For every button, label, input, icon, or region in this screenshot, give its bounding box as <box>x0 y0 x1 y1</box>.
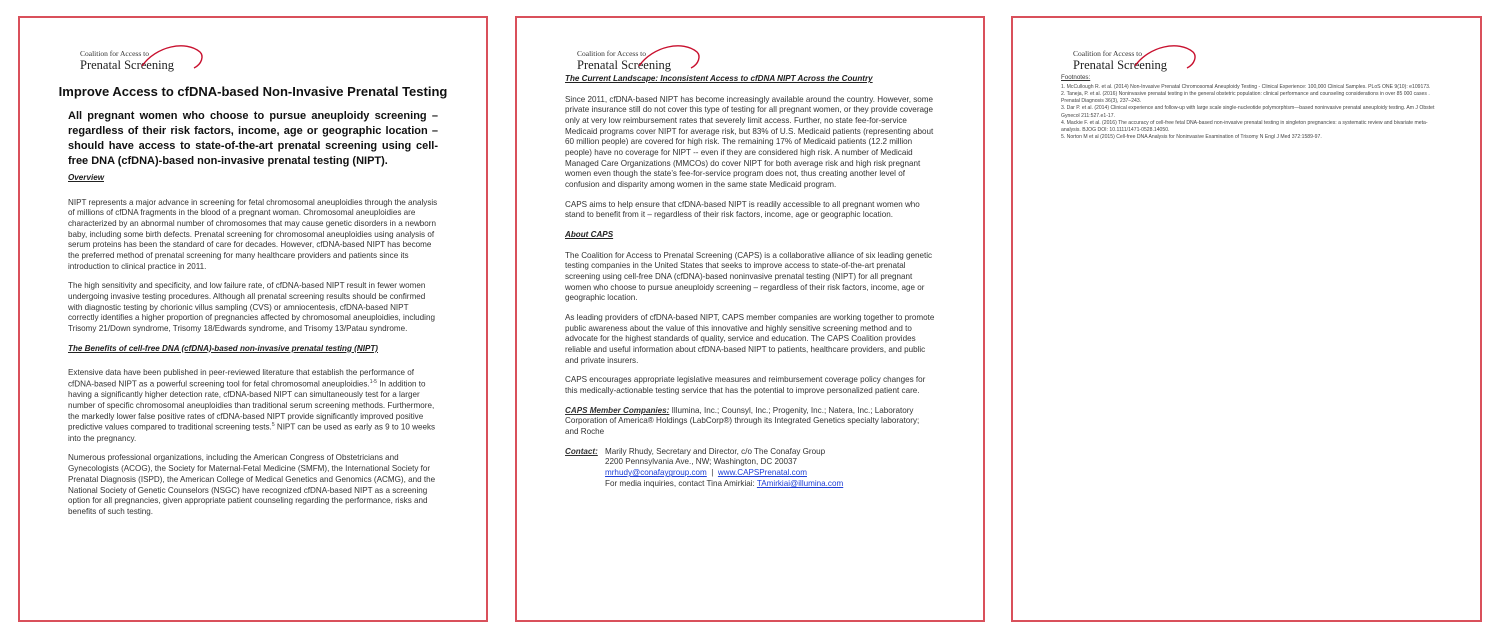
caps-website-link[interactable]: www.CAPSPrenatal.com <box>717 468 807 478</box>
contact-label: Contact: <box>565 446 598 456</box>
overview-paragraph-1: NIPT represents a major advance in screening for fetal chromosomal aneuploidies through the analysis of millions of cfDNA fragments in the blood of a pregnant woman. Chromosomal aneuploidies are characterized by an abnormal number of chromosomes that may cause genetic disorders in a newborn baby, including some birth defects. Prenatal screening for chromosomal aneuploidies using analysis of serum proteins has been the standard of care for decades. However, cfDNA-based NIPT has become the preferred method of prenatal screening for many healthcare providers and patients since its introduction to clinical practice in 2011. <box>68 197 438 271</box>
landscape-paragraph-1: Since 2011, cfDNA-based NIPT has become increasingly available around the country. However, some private insurance still do not cover this type of testing for all pregnant women, or they provide coverage only at very low reimbursement rates that severely limit access. Further, no state fee-for-service Medicaid programs cover NIPT for average risk, but 83% of U.S. Medicaid patients (representing about 60 million people) are covered for high risk. The remaining 17% of Medicaid patients (12.2 million people) have no coverage for NIPT -- even if they are considered high risk. A number of Medicaid Managed Care Organizations (MMCOs) do cover NIPT for both average risk and high risk pregnant women even though the state’s fee-for-service program does not, thus creating another level of confusion and disparity among women in the same state Medicaid program. <box>565 94 934 190</box>
media-text: For media inquiries, contact Tina Amirkiai: <box>605 478 757 488</box>
about-paragraph-2: As leading providers of cfDNA-based NIPT, CAPS member companies are working together to promote public awareness about the value of this innovative and highly sensitive screening method and to advocate for the highest standards of quality, service and education. The CAPS Coalition provides reliable and useful information about cfDNA-based NIPT to patients, healthcare providers, and public and private insurers. <box>565 313 935 365</box>
contact-line-1: Marily Rhudy, Secretary and Director, c/o The Conafay Group <box>605 446 826 456</box>
footnote-item: 5. Norton M et al (2015) Cell-free DNA Analysis for Noninvasive Examination of Trisomy N Engl J Med 372:1589-97. <box>1061 134 1322 141</box>
citation-sup-2: 5 <box>271 422 275 429</box>
contact-email-link[interactable]: mrhudy@conafaygroup.com <box>605 468 707 478</box>
footnote-item: 4. Mackie F. et al. (2016) The accuracy of cell-free fetal DNA-based non-invasive prenatal testing in singleton pregnancies: a systematic review and bivariate meta-analysis. BJOG DOI: 10.1111/1471-0528.14050. <box>1061 119 1428 134</box>
contact-links <box>605 468 935 479</box>
logo-line1: Coalition for Access to <box>80 49 149 58</box>
overview-heading: Overview <box>68 173 104 182</box>
about-heading: About CAPS <box>565 230 614 240</box>
about-paragraph-3: CAPS encourages appropriate legislative measures and reimbursement coverage policy changes for this medically-actionable testing service that has the potential to improve personalized patient care. <box>565 375 926 396</box>
benefits-text-c: NIPT can be used as early as 9 to 10 weeks into the pregnancy. <box>68 423 436 443</box>
logo-swoosh-icon <box>637 42 703 72</box>
benefits-text-a: Extensive data have been published in peer-reviewed literature that establish the performance of cfDNA-based NIPT as a powerful screening tool for fetal chromosomal aneuploidies. <box>68 368 414 389</box>
logo-line2: Prenatal Screening <box>577 58 672 72</box>
footnote-item: 3. Dar P. et al. (2014) Clinical experience and follow-up with large scale single-nucleotide polymorphism—based noninvasive prenatal aneuploidy testing. Am J Obstet Gynecol 211:527.e1-17. <box>1061 105 1435 119</box>
benefits-text-b: In addition to having a significantly higher detection rate, cfDNA-based NIPT can simultaneously test for a larger number of specific chromosomal aneuploidies than traditional serum screening methods. Furthermore, the markedly lower false positive rates of cfDNA-based NIPT provide significantly improved positive predictive values compared to traditional screening tests. <box>68 379 435 433</box>
contact-separator: | <box>706 468 718 478</box>
intro-statement: All pregnant women who choose to pursue aneuploidy screening – regardless of their risk factors, income, age or geographic location – should have access to state-of-the-art prenatal screening using cell-free DNA (cfDNA)-based non-invasive prenatal testing (NIPT). <box>68 110 438 167</box>
benefits-paragraph-2: Numerous professional organizations, including the American Congress of Obstetricians and Gynecologists (ACOG), the Society for Maternal-Fetal Medicine (SMFM), the International Society for Prenatal Diagnosis (ISPD), the American College of Medical Genetics and Genomics (ACMG), and the National Society of Genetic Counselors (NSGC) have recognized cfDNA-based NIPT as a screening option for all pregnancies, given appropriate patient counseling regarding the performance, risks and benefits of such testing. <box>68 453 436 516</box>
overview-paragraph-2: The high sensitivity and specificity, and low failure rate, of cfDNA-based NIPT result in fewer women undergoing invasive testing procedures. Although all prenatal screening results should be confirmed with diagnostic testing by chorionic villus sampling (CVS) or amniocentesis, cfDNA-based NIPT correctly identifies a higher proportion of pregnancies affected by chromosomal aneuploidies, including Trisomy 21/Down syndrome, Trisomy 18/Edwards syndrome, and Trisomy 13/Patau syndrome. <box>68 281 435 334</box>
contact-line-2: 2200 Pennsylvania Ave., NW; Washington, DC 20037 <box>605 457 797 467</box>
contact-lines <box>601 447 935 490</box>
landscape-paragraph-2: CAPS aims to help ensure that cfDNA-based NIPT is readily accessible to all pregnant women who stand to benefit from it – regardless of their risk factors, income, age or geographic location. <box>565 199 920 220</box>
caps-logo <box>80 46 210 80</box>
citation-sup-1: 1-5 <box>369 379 377 386</box>
document-page-3 <box>1011 16 1482 622</box>
page1-body <box>68 173 438 527</box>
footnote-item: 2. Taneja, P. et al. (2016) Noninvasive prenatal testing in the general obstetric population: clinical performance and counseling considerations in over 85 000 cases . Prenatal Diagnosis 36(3), 237–243. <box>1061 91 1430 105</box>
logo-line2: Prenatal Screening <box>80 58 175 72</box>
landscape-heading: The Current Landscape: Inconsistent Access to cfDNA NIPT Across the Country <box>565 74 873 83</box>
member-companies-label: CAPS Member Companies: <box>565 405 670 415</box>
logo-line2: Prenatal Screening <box>1073 58 1168 72</box>
page-title: Improve Access to cfDNA-based Non-Invasive Prenatal Testing <box>58 84 448 99</box>
logo-swoosh-icon <box>140 42 206 72</box>
footnotes <box>1061 74 1436 142</box>
footnote-item: 1. McCullough R. et al. (2014) Non-Invasive Prenatal Chromosomal Aneuploidy Testing - Clinical Experience: 100,000 Clinical Samples. PLoS ONE 9(10): e109173. <box>1061 83 1431 90</box>
member-companies <box>565 406 935 438</box>
logo-line1: Coalition for Access to <box>577 49 646 58</box>
member-companies-text: Illumina, Inc.; Counsyl, Inc.; Progenity, Inc.; Natera, Inc.; Laboratory Corporation of America® Holdings (LabCorp®) through its Integrated Genetics specialty laboratory; and Roche <box>565 405 920 437</box>
contact-block <box>565 447 935 490</box>
document-page-1 <box>18 16 488 622</box>
logo-swoosh-icon <box>1133 42 1199 72</box>
benefits-paragraph-1 <box>68 368 438 444</box>
about-paragraph-1: The Coalition for Access to Prenatal Screening (CAPS) is a collaborative alliance of six leading genetic testing companies in the United States that seeks to improve access to state-of-the-art prenatal screening using cell-free DNA (cfDNA)-based noninvasive prenatal testing (NIPT) for all pregnant women who choose to pursue aneuploidy screening – regardless of their risk factors, income, age or geographic location. <box>565 250 933 303</box>
footnotes-title: Footnotes: <box>1061 74 1091 81</box>
media-inquiries <box>605 479 935 490</box>
document-page-2 <box>515 16 985 622</box>
page2-body <box>565 74 935 490</box>
benefits-heading: The Benefits of cell-free DNA (cfDNA)-based non-invasive prenatal testing (NIPT) <box>68 343 379 353</box>
media-email-link[interactable]: TAmirkiai@illumina.com <box>756 478 844 488</box>
logo-line1: Coalition for Access to <box>1073 49 1142 58</box>
